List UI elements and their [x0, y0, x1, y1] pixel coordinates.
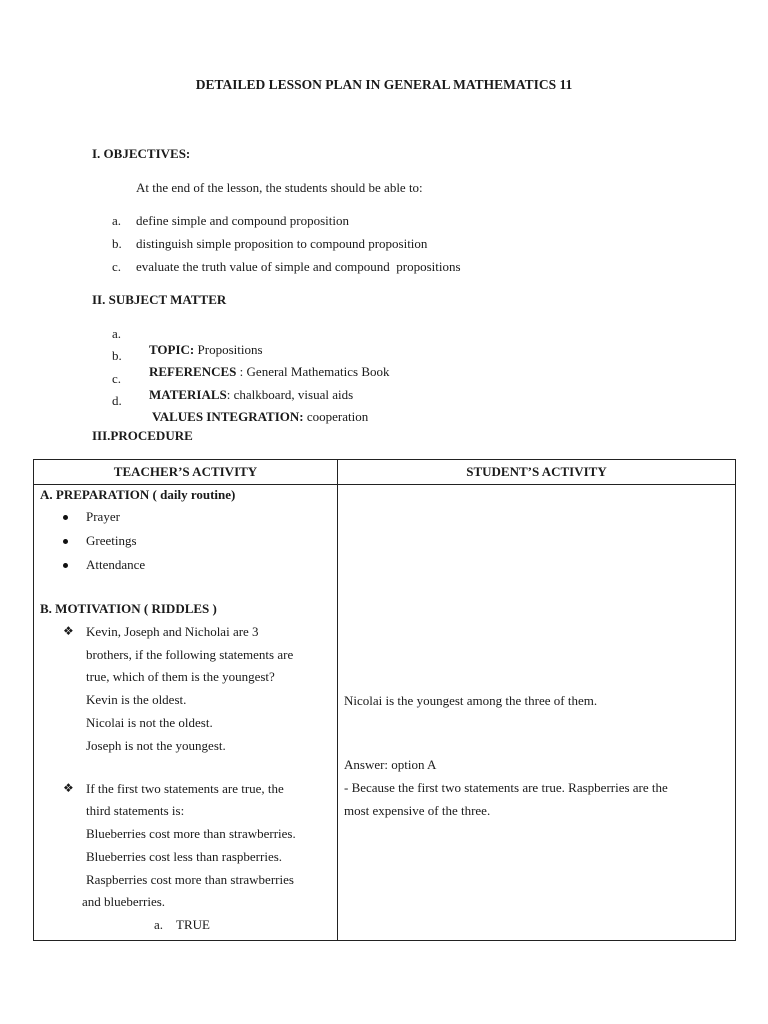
riddle2-line: Blueberries cost less than raspberries.	[86, 849, 283, 864]
objective-text: evaluate the truth value of simple and compound propositions	[136, 259, 461, 274]
riddle2-line: Raspberries cost more than strawberries	[86, 872, 294, 887]
student-activity-header: STUDENT’S ACTIVITY	[338, 460, 736, 485]
objectives-heading: I. OBJECTIVES:	[92, 146, 191, 161]
preparation-item: Prayer	[86, 509, 120, 524]
subject-letter: c.	[112, 371, 122, 386]
student-answer-2-line: most expensive of the three.	[344, 803, 491, 818]
objective-text: define simple and compound proposition	[136, 213, 350, 228]
objective-letter: a.	[112, 213, 122, 228]
riddle2-line: and blueberries.	[82, 894, 166, 909]
teacher-activity-cell	[34, 485, 338, 941]
subject-value: cooperation	[303, 409, 369, 424]
subject-label: TOPIC:	[149, 342, 195, 357]
riddle1-line: true, which of them is the youngest?	[86, 669, 275, 684]
objective-letter: c.	[112, 259, 122, 274]
riddle2-line: If the first two statements are true, the	[86, 781, 284, 796]
riddle1-line: Joseph is not the youngest.	[86, 738, 226, 753]
subject-matter-heading: II. SUBJECT MATTER	[92, 292, 227, 307]
preparation-item: Attendance	[86, 557, 146, 572]
subject-letter: a.	[112, 326, 122, 341]
riddle2-line: third statements is:	[86, 803, 185, 818]
bullet-icon	[63, 563, 68, 568]
subject-label: MATERIALS	[149, 387, 227, 402]
diamond-bullet-icon: ❖	[63, 624, 74, 638]
procedure-heading: III.PROCEDURE	[92, 428, 193, 443]
subject-value: : General Mathematics Book	[236, 364, 390, 379]
bullet-icon	[63, 515, 68, 520]
preparation-item: Greetings	[86, 533, 137, 548]
objective-letter: b.	[112, 236, 122, 251]
riddle1-line: Kevin is the oldest.	[86, 692, 187, 707]
riddle2-line: Blueberries cost more than strawberries.	[86, 826, 296, 841]
objective-text: distinguish simple proposition to compound proposition	[136, 236, 428, 251]
teacher-activity-header: TEACHER’S ACTIVITY	[34, 460, 338, 485]
riddle1-line: brothers, if the following statements are	[86, 647, 294, 662]
student-answer-2-label: Answer: option A	[344, 757, 437, 772]
bullet-icon	[63, 539, 68, 544]
preparation-heading: A. PREPARATION ( daily routine)	[40, 487, 236, 502]
document-title: DETAILED LESSON PLAN IN GENERAL MATHEMATICS 11	[195, 77, 573, 92]
diamond-bullet-icon: ❖	[63, 781, 74, 795]
objectives-intro: At the end of the lesson, the students should be able to:	[136, 180, 423, 195]
subject-letter: b.	[112, 348, 122, 363]
subject-letter: d.	[112, 393, 122, 408]
option-letter: a.	[154, 917, 164, 932]
student-answer-1: Nicolai is the youngest among the three of them.	[344, 693, 598, 708]
riddle1-line: Kevin, Joseph and Nicholai are 3	[86, 624, 259, 639]
subject-label: VALUES INTEGRATION:	[152, 409, 304, 424]
option-text: TRUE	[176, 917, 210, 932]
motivation-heading: B. MOTIVATION ( RIDDLES )	[40, 601, 217, 616]
student-activity-cell	[338, 485, 736, 941]
subject-label: REFERENCES	[149, 364, 237, 379]
riddle1-line: Nicolai is not the oldest.	[86, 715, 213, 730]
subject-value: Propositions	[194, 342, 263, 357]
student-answer-2-line: - Because the first two statements are true. Raspberries are the	[344, 780, 668, 795]
subject-value: : chalkboard, visual aids	[226, 387, 354, 402]
procedure-table	[33, 459, 736, 941]
